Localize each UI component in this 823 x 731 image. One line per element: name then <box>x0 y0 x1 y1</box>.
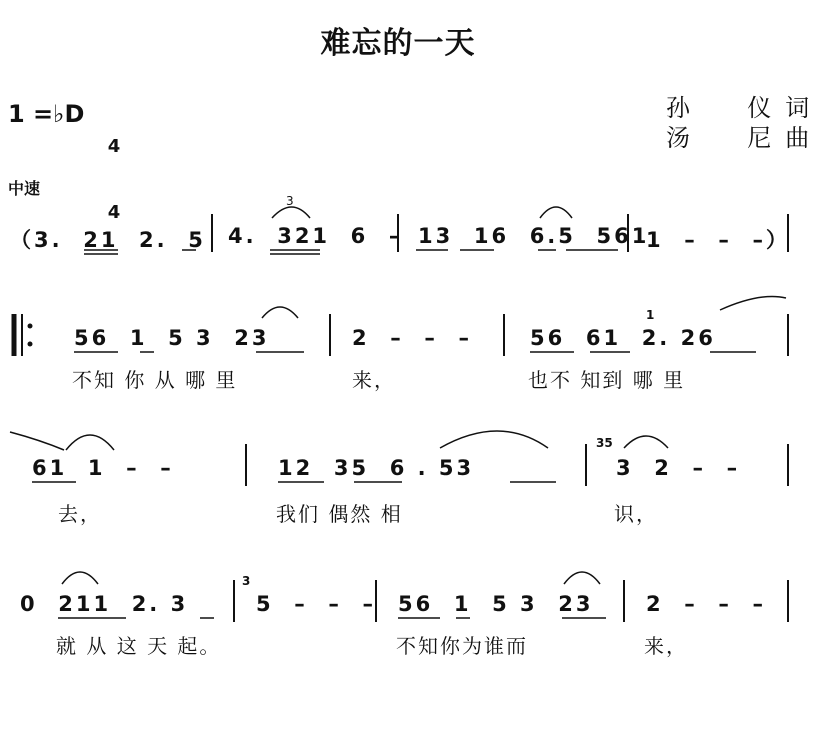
time-signature-bottom: 4 <box>107 202 121 223</box>
measure-notes: 13 16 6.5 561 <box>418 224 650 248</box>
time-signature-top: 4 <box>107 136 121 157</box>
measure-notes: 2 – – – <box>646 592 766 616</box>
slur <box>540 207 572 218</box>
slur <box>440 431 548 448</box>
slur <box>262 307 298 318</box>
lyric-line: 我们 偶然 相 <box>276 502 403 526</box>
lyric-line: 不知你为谁而 <box>396 634 528 658</box>
beams <box>32 250 756 618</box>
slur <box>62 572 98 584</box>
slur <box>720 297 786 311</box>
grace-note-mark: 3 <box>242 574 251 588</box>
grace-note-mark: 1 <box>646 308 655 322</box>
lyricist-credit: 孙 仪词 <box>666 94 823 122</box>
measure-notes: 1 – – –） <box>646 228 790 252</box>
song-title: 难忘的一天 <box>320 26 476 61</box>
measure-notes: 56 1 5 3 23 <box>74 326 270 350</box>
key-signature: 1 =♭D <box>8 100 85 128</box>
slur <box>272 207 310 218</box>
lyric-line: 也不 知到 哪 里 <box>528 368 686 392</box>
repeat-dot <box>28 324 33 329</box>
triplet-mark: 3 <box>286 194 294 208</box>
slur <box>10 432 64 450</box>
grace-note-mark: 35 <box>596 436 613 450</box>
measure-notes: 5 – – – <box>256 592 376 616</box>
repeat-dot <box>28 342 33 347</box>
measure-notes: （3. 21 2. 5 <box>10 228 206 252</box>
measure-notes: 56 61 2. 26 <box>530 326 716 350</box>
composer-credit: 汤 尼曲 <box>666 124 823 152</box>
lyric-line: 来， <box>352 368 396 392</box>
lyric-line: 去， <box>58 502 102 526</box>
lyric-line: 不知 你 从 哪 里 <box>72 368 238 392</box>
measure-notes: 61 1 – – <box>32 456 174 480</box>
measure-notes: 0 211 2. 3 <box>20 592 189 616</box>
measure-notes: 56 1 5 3 23 <box>398 592 594 616</box>
lyric-line: 就 从 这 天 起。 <box>56 634 222 658</box>
measure-notes: 4. 321 6 – <box>228 224 403 248</box>
measure-notes: 3 2 – – <box>616 456 741 480</box>
slur <box>624 436 668 448</box>
tempo-marking: 中速 <box>8 179 41 198</box>
measure-notes: 12 35 6 . 53 <box>278 456 475 480</box>
lyric-line: 识， <box>614 502 658 526</box>
measure-notes: 2 – – – <box>352 326 472 350</box>
lyric-line: 来， <box>644 634 688 658</box>
slur <box>564 572 600 584</box>
slur <box>66 435 114 450</box>
